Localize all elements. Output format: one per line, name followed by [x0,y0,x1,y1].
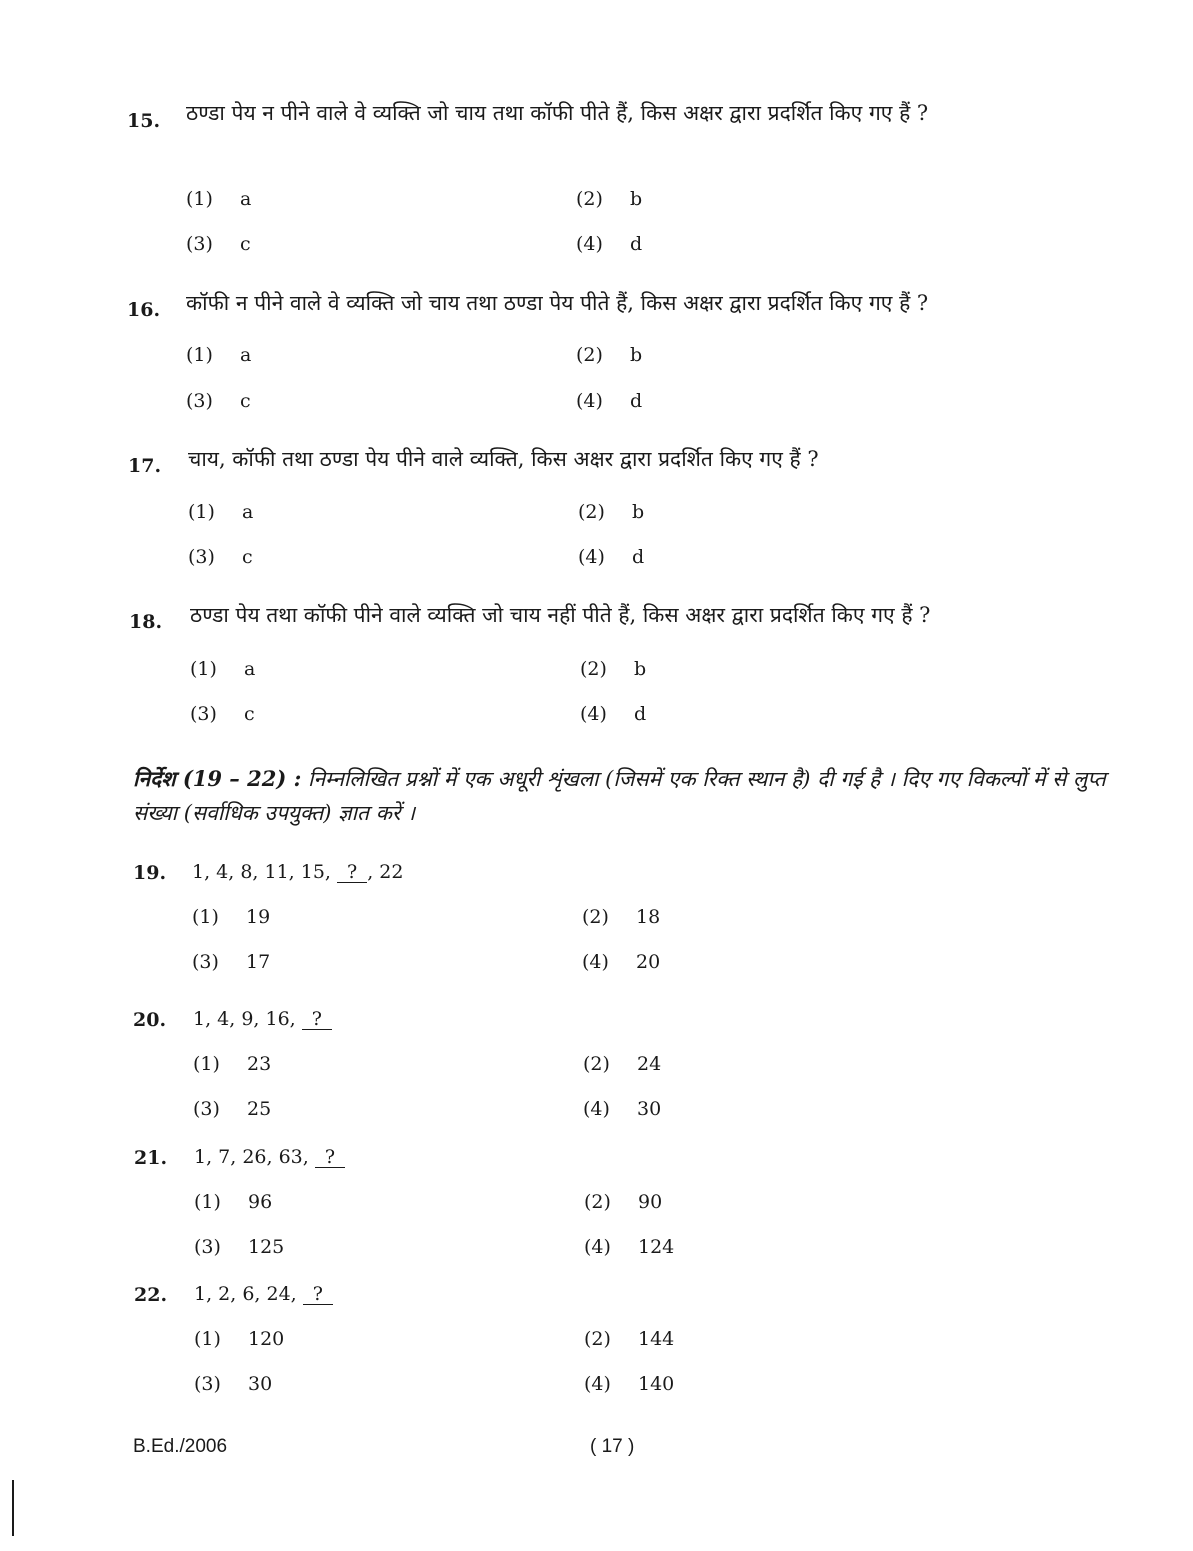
option: (2) b [576,188,643,210]
question-text: ठण्डा पेय न पीने वाले वे व्यक्ति जो चाय तथा कॉफी पीते हैं, किस अक्षर द्वारा प्रदर्शित किए गए हैं ? [186,101,929,125]
page-number: ( 17 ) [590,1436,635,1457]
option: (1) a [186,344,252,366]
option: (4) 140 [584,1373,675,1395]
option: (4) 124 [584,1236,675,1258]
option: (4) 30 [583,1098,662,1120]
option: (4) d [576,233,643,255]
series-blank: ? [315,1147,345,1168]
option: (2) b [578,501,645,523]
instruction-label: निर्देश (19 – 22) : [133,766,302,791]
option: (1) 96 [194,1191,273,1213]
series-blank: ? [302,1009,332,1030]
option: (3) c [186,390,251,412]
question-text: ठण्डा पेय तथा कॉफी पीने वाले व्यक्ति जो चाय नहीं पीते हैं, किस अक्षर द्वारा प्रदर्शित किए गए हैं ? [190,603,931,627]
instruction-block [133,762,1113,830]
option: (3) c [188,546,253,568]
number-series: 1, 4, 8, 11, 15, ? , 22 [192,861,404,883]
option: (2) 18 [582,906,661,928]
option: (1) a [186,188,252,210]
question-number: 18. [129,611,163,633]
question-number: 16. [127,299,161,321]
exam-code: B.Ed./2006 [133,1436,228,1457]
question-text: कॉफी न पीने वाले वे व्यक्ति जो चाय तथा ठण्डा पेय पीते हैं, किस अक्षर द्वारा प्रदर्शित किए गए हैं ? [186,291,929,315]
question-number: 22. [134,1284,168,1306]
option: (1) a [188,501,254,523]
option: (2) 24 [583,1053,662,1075]
option: (2) b [580,658,647,680]
option: (3) c [186,233,251,255]
option: (3) c [190,703,255,725]
option: (4) d [576,390,643,412]
option: (4) d [578,546,645,568]
option: (2) b [576,344,643,366]
scan-edge-mark [12,1480,14,1536]
question-number: 19. [133,862,167,884]
number-series: 1, 4, 9, 16, ? [193,1008,332,1030]
question-number: 17. [128,455,162,477]
option: (3) 17 [192,951,271,973]
option: (3) 125 [194,1236,285,1258]
option: (4) d [580,703,647,725]
number-series: 1, 7, 26, 63, ? [194,1146,345,1168]
option: (2) 90 [584,1191,663,1213]
number-series: 1, 2, 6, 24, ? [194,1283,333,1305]
question-number: 15. [127,110,161,132]
question-number: 21. [134,1147,168,1169]
option: (1) 120 [194,1328,285,1350]
option: (3) 25 [193,1098,272,1120]
series-blank: ? [337,862,367,883]
option: (4) 20 [582,951,661,973]
question-number: 20. [133,1009,167,1031]
series-blank: ? [303,1284,333,1305]
option: (1) 23 [193,1053,272,1075]
option: (3) 30 [194,1373,273,1395]
instruction-text: निम्नलिखित प्रश्नों में एक अधूरी शृंखला (जिसमें एक रिक्त स्थान है) दी गई है । दिए गए विकल्पों में से लुप्त संख्या (सर्वाधिक उपयुक्त) ज्ञात करें । [133,767,1106,825]
option: (1) a [190,658,256,680]
question-text: चाय, कॉफी तथा ठण्डा पेय पीने वाले व्यक्ति, किस अक्षर द्वारा प्रदर्शित किए गए हैं ? [188,447,819,471]
option: (1) 19 [192,906,271,928]
option: (2) 144 [584,1328,675,1350]
